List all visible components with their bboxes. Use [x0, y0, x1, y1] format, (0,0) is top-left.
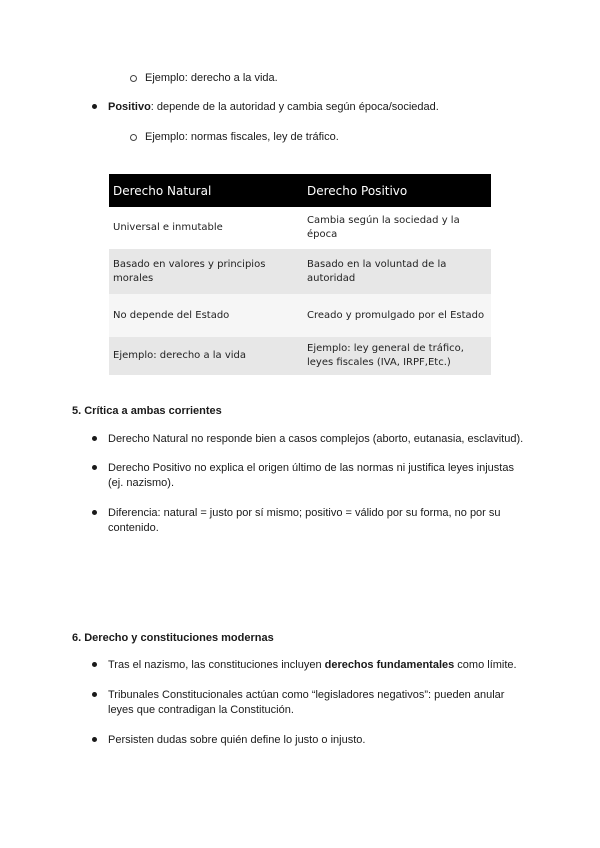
table-row: [109, 207, 491, 249]
table-cell: Basado en la voluntad de la autoridad: [303, 249, 491, 294]
critica-positivo-line2: (ej. nazismo).: [108, 477, 175, 489]
constituciones-post: como límite.: [454, 659, 517, 671]
positivo-item: [108, 101, 439, 113]
bullet-icon: [92, 662, 97, 667]
table-cell: Cambia según la sociedad y la época: [303, 207, 491, 249]
example-natural: Ejemplo: derecho a la vida.: [145, 72, 278, 84]
diferencia-line1: Diferencia: natural = justo por sí mismo; positivo = válido por su forma, no por su: [108, 507, 501, 519]
tribunales-line2: leyes que contradigan la Constitución.: [108, 704, 294, 716]
table-header-row: [109, 174, 491, 207]
bullet-icon: [92, 737, 97, 742]
constituciones-pre: Tras el nazismo, las constituciones incluyen: [108, 659, 325, 671]
table-header-cell: Derecho Positivo: [303, 174, 491, 207]
bullet-icon: [92, 510, 97, 515]
positivo-text: : depende de la autoridad y cambia según época/sociedad.: [150, 101, 439, 113]
positivo-label: Positivo: [108, 101, 151, 113]
tribunales-line1: Tribunales Constitucionales actúan como “legisladores negativos”: pueden anular: [108, 689, 505, 701]
dudas-item: Persisten dudas sobre quién define lo justo o injusto.: [108, 734, 366, 746]
table-row: [109, 337, 491, 375]
table-cell: No depende del Estado: [109, 294, 303, 337]
diferencia-line2: contenido.: [108, 522, 159, 534]
bullet-icon: [92, 692, 97, 697]
bullet-icon: [92, 104, 97, 109]
table-header-cell: Derecho Natural: [109, 174, 303, 207]
sub-bullet-icon: [130, 75, 137, 82]
comparison-table: [109, 174, 491, 375]
bullet-icon: [92, 465, 97, 470]
critica-positivo-line1: Derecho Positivo no explica el origen último de las normas ni justifica leyes injustas: [108, 462, 514, 474]
critica-natural: Derecho Natural no responde bien a casos complejos (aborto, eutanasia, esclavitud).: [108, 433, 524, 445]
table-cell: Ejemplo: derecho a la vida: [109, 337, 303, 375]
derechos-fundamentales: derechos fundamentales: [324, 659, 455, 671]
bullet-icon: [92, 436, 97, 441]
sub-bullet-icon: [130, 134, 137, 141]
table-cell: Universal e inmutable: [109, 207, 303, 249]
table-cell: Basado en valores y principios morales: [109, 249, 303, 294]
example-positivo: Ejemplo: normas fiscales, ley de tráfico.: [145, 131, 339, 143]
constituciones-item: [108, 659, 517, 671]
table-row: [109, 294, 491, 337]
section-5-title: 5. Crítica a ambas corrientes: [72, 405, 222, 417]
table-cell: Creado y promulgado por el Estado: [303, 294, 491, 337]
table-cell: Ejemplo: ley general de tráfico, leyes fiscales (IVA, IRPF,Etc.): [303, 337, 491, 375]
section-6-title: 6. Derecho y constituciones modernas: [72, 632, 274, 644]
table-row: [109, 249, 491, 294]
